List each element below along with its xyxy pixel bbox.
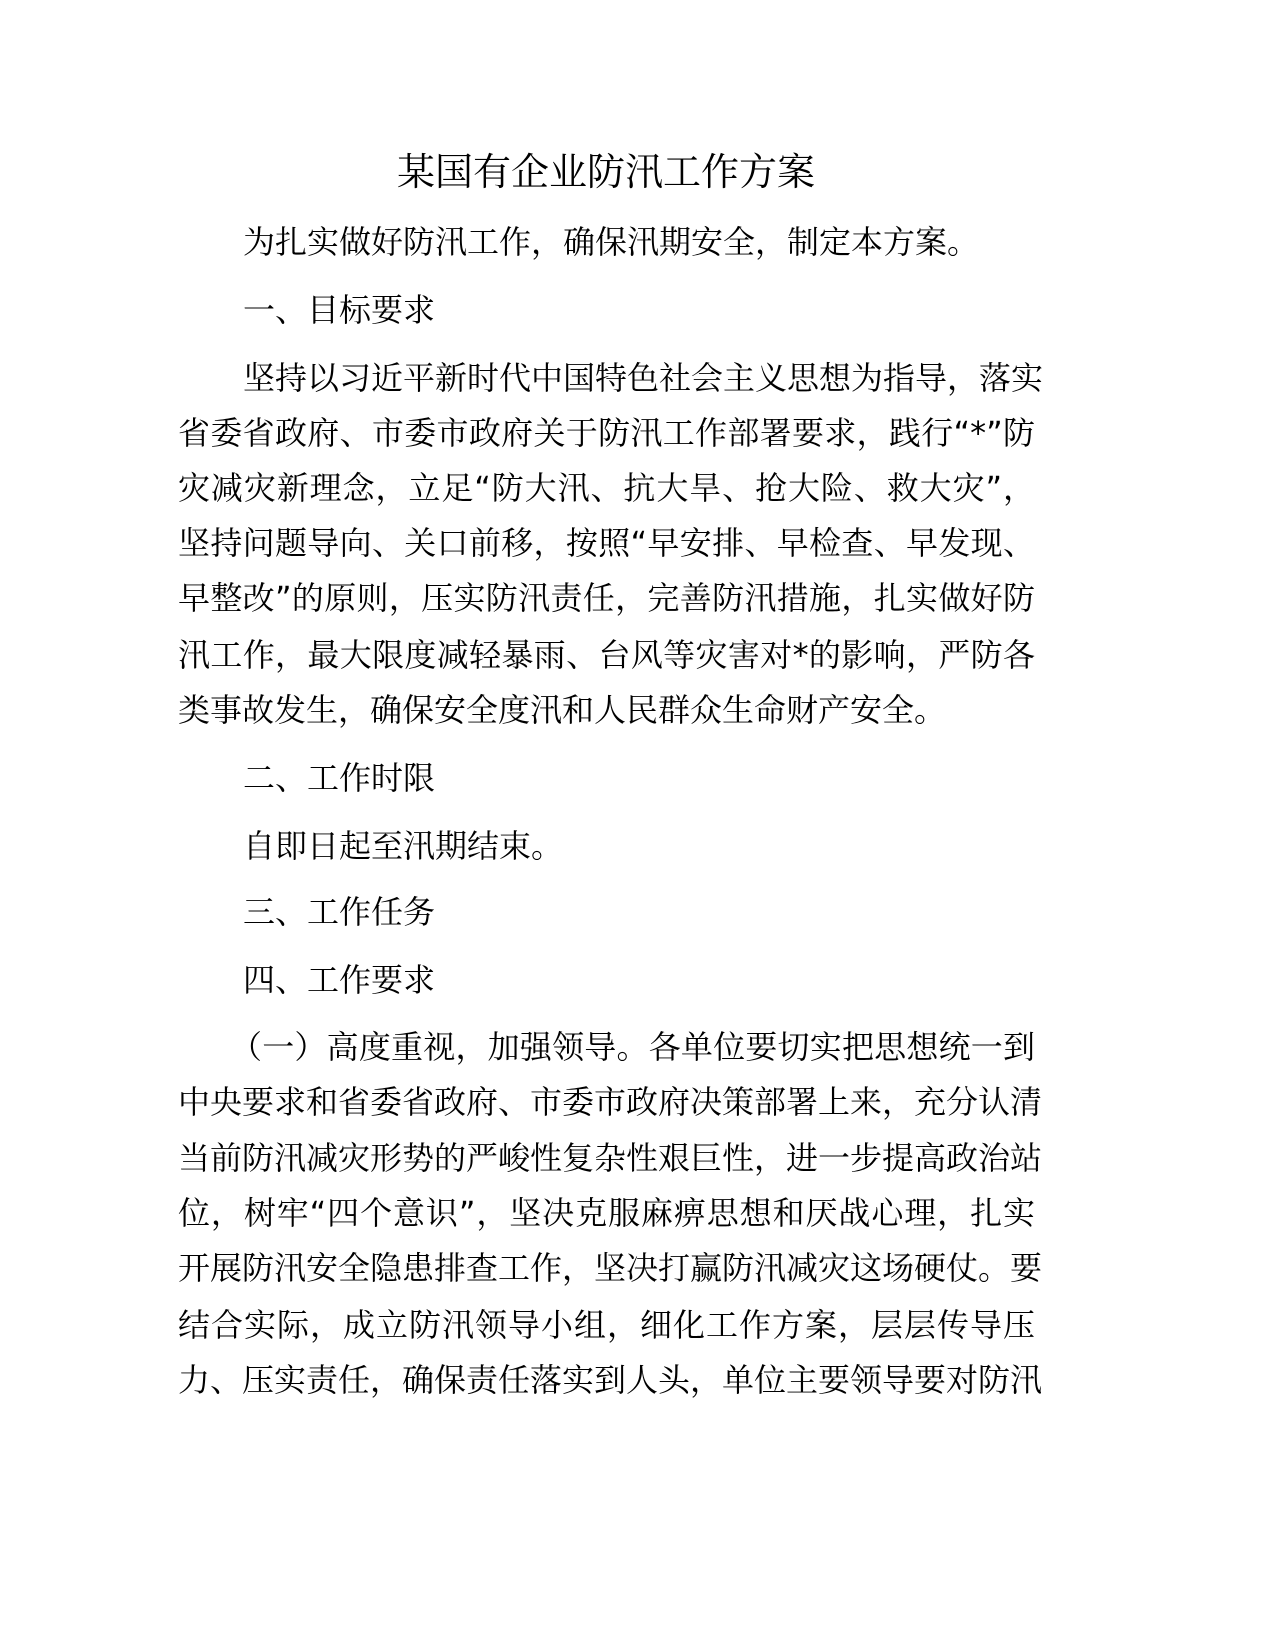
paragraph-line: 早整改”的原则，压实防汛责任，完善防汛措施，扎实做好防 bbox=[178, 579, 1035, 617]
section-heading-goals: 一、目标要求 bbox=[243, 291, 436, 329]
section-heading-requirements: 四、工作要求 bbox=[243, 961, 436, 999]
paragraph-line: 自即日起至汛期结束。 bbox=[243, 827, 564, 865]
section-heading-timeframe: 二、工作时限 bbox=[243, 759, 436, 797]
paragraph-line: 灾减灾新理念，立足“防大汛、抗大旱、抢大险、救大灾”， bbox=[178, 469, 1035, 507]
paragraph-line: 位，树牢“四个意识”，坚决克服麻痹思想和厌战心理，扎实 bbox=[178, 1194, 1035, 1232]
paragraph-line: 省委省政府、市委市政府关于防汛工作部署要求，践行“*”防 bbox=[178, 414, 1035, 452]
intro-paragraph: 为扎实做好防汛工作，确保汛期安全，制定本方案。 bbox=[243, 223, 980, 261]
paragraph-line: 当前防汛减灾形势的严峻性复杂性艰巨性，进一步提高政治站 bbox=[178, 1139, 1043, 1177]
paragraph-line: 汛工作，最大限度减轻暴雨、台风等灾害对*的影响，严防各 bbox=[178, 636, 1035, 674]
paragraph-line: 坚持问题导向、关口前移，按照“早安排、早检查、早发现、 bbox=[178, 524, 1035, 562]
paragraph-line: 力、压实责任，确保责任落实到人头，单位主要领导要对防汛 bbox=[178, 1361, 1043, 1399]
paragraph-line: （一）高度重视，加强领导。各单位要切实把思想统一到 bbox=[230, 1028, 1035, 1066]
section-heading-tasks: 三、工作任务 bbox=[243, 893, 436, 931]
paragraph-line: 类事故发生，确保安全度汛和人民群众生命财产安全。 bbox=[178, 691, 947, 729]
paragraph-line: 开展防汛安全隐患排查工作，坚决打赢防汛减灾这场硬仗。要 bbox=[178, 1249, 1043, 1287]
paragraph-line: 中央要求和省委省政府、市委市政府决策部署上来，充分认清 bbox=[178, 1083, 1043, 1121]
paragraph-line: 结合实际，成立防汛领导小组，细化工作方案，层层传导压 bbox=[178, 1306, 1035, 1344]
paragraph-line: 坚持以习近平新时代中国特色社会主义思想为指导，落实 bbox=[243, 359, 1044, 397]
document-title: 某国有企业防汛工作方案 bbox=[396, 150, 815, 194]
